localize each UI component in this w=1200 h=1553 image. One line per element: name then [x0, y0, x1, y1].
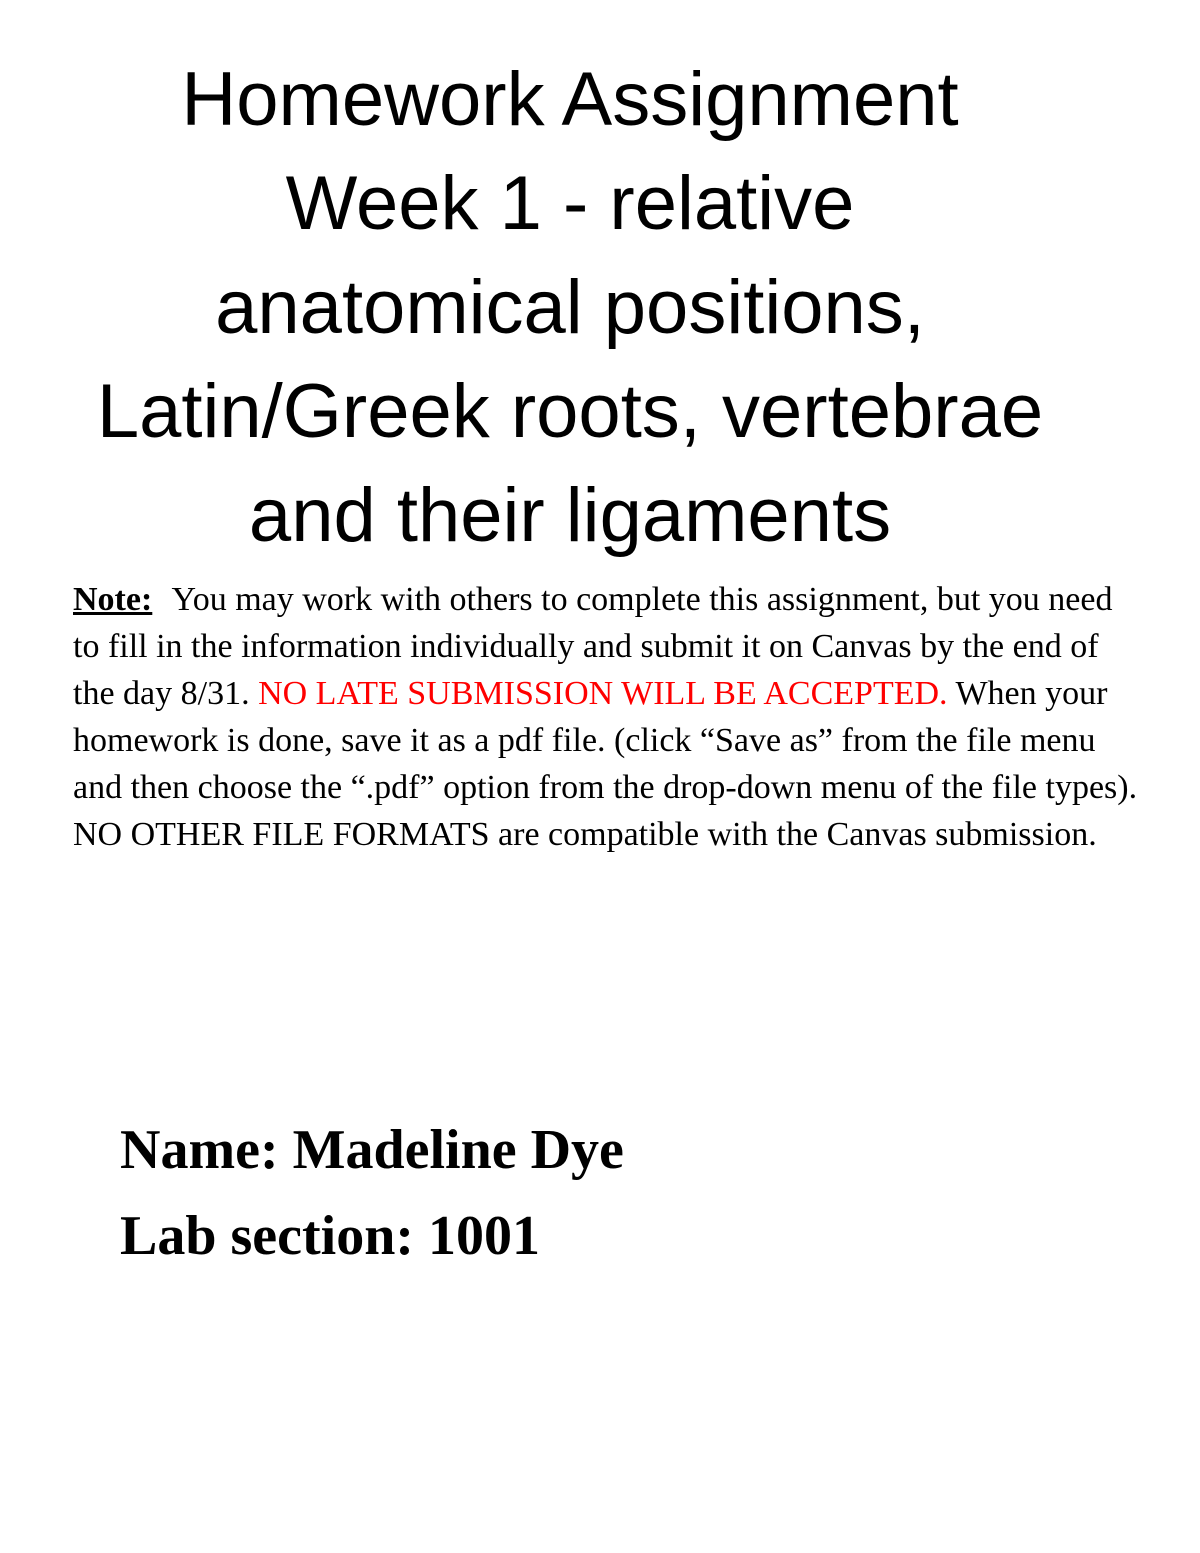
lab-section: Lab section: 1001 [120, 1205, 540, 1267]
title-line-2: Week 1 - relative [285, 161, 855, 246]
student-name: Name: Madeline Dye [120, 1119, 624, 1181]
late-submission-warning: NO LATE SUBMISSION WILL BE ACCEPTED. [258, 675, 948, 712]
title-line-5: and their ligaments [248, 473, 892, 558]
note-paragraph [73, 576, 1143, 858]
title-line-1: Homework Assignment [181, 57, 959, 142]
title-line-3: anatomical positions, [215, 265, 925, 350]
note-text-part1: You may work with others to complete this assignment, but you need to fill in the information individually and submit it on Canvas by the end of the day 8/31. [73, 581, 1113, 712]
note-text-part2: When your homework is done, save it as a pdf file. (click “Save as” from the file menu and then choose the “.pdf” option from the drop-down menu of the file types). NO OTHER FILE FORMATS are compatible with the Canvas submission. [73, 675, 1138, 853]
page-title [20, 48, 1120, 568]
student-info [120, 1107, 624, 1279]
note-label: Note: [73, 581, 153, 618]
title-line-4: Latin/Greek roots, vertebrae [96, 369, 1044, 454]
